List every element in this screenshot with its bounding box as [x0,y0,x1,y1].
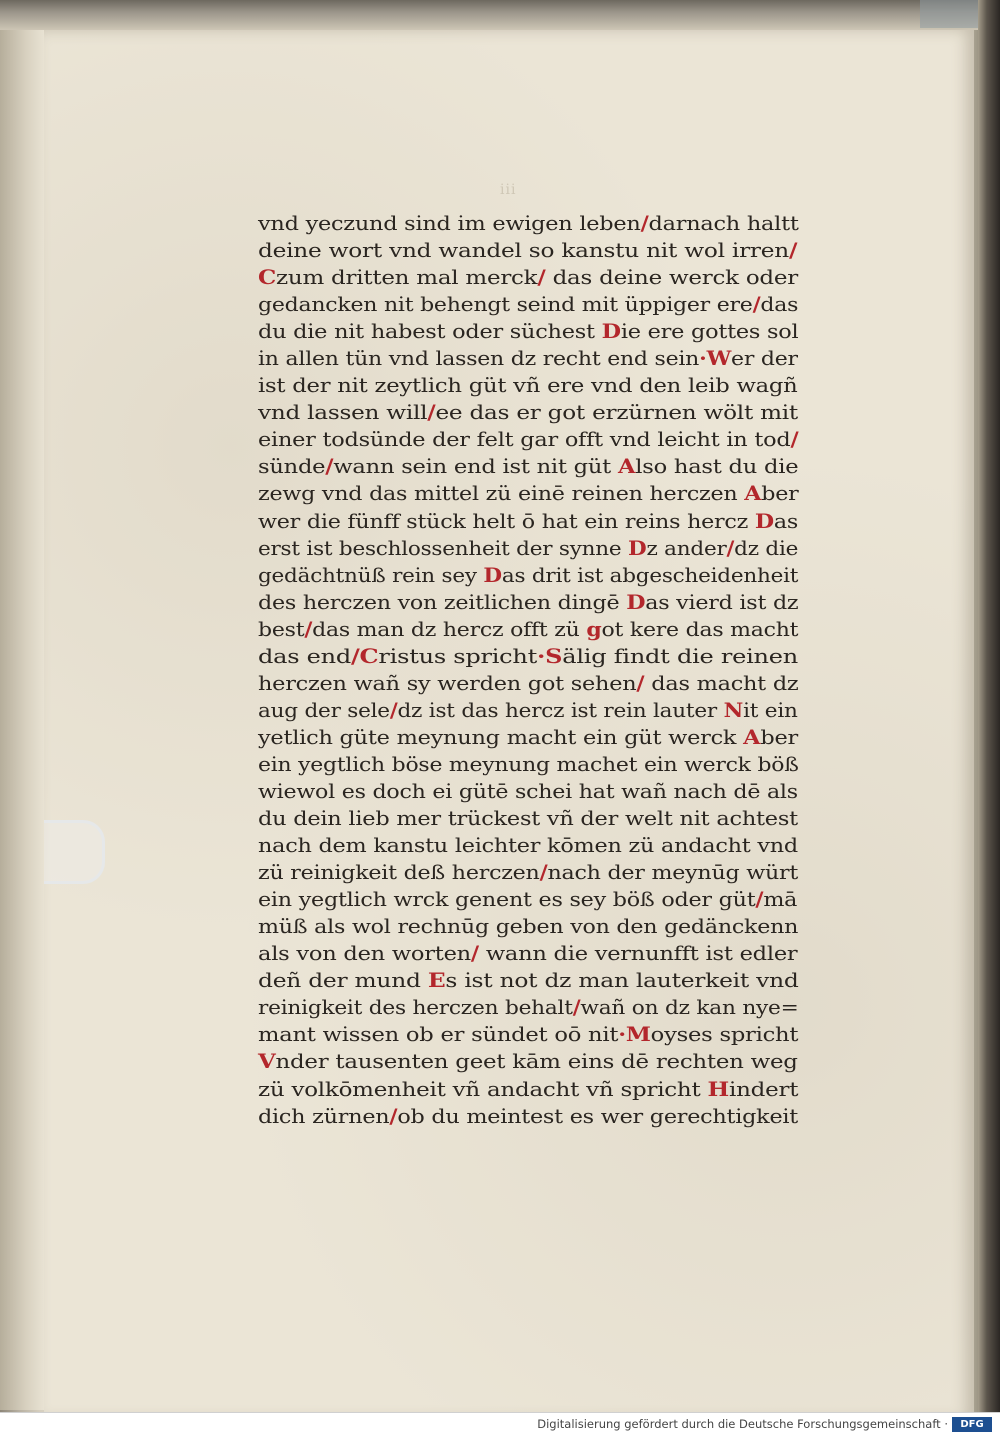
rubric-mark: N [723,698,744,722]
text-line [258,399,902,426]
rubric-mark: D [754,509,774,533]
text-segment: das macht dz [644,671,799,695]
rubric-mark: S [545,644,563,668]
text-segment: wañ on dz kan nye= [580,996,799,1020]
text-line [258,264,897,291]
text-line [258,967,908,994]
text-segment: s ist not dz man lauterkeit vnd [445,969,799,993]
rubric-mark: C [258,266,277,290]
rubric-mark: / [351,644,360,668]
text-line [258,562,857,589]
rubric-mark: A [744,482,762,506]
text-segment: z ander [646,536,727,560]
text-segment: as [773,509,799,533]
text-segment: erst ist beschlossenheit der synne [258,536,629,560]
text-line [258,372,889,399]
rubric-mark: V [258,1050,276,1074]
text-line [258,940,885,967]
footer-bar [0,1412,1000,1436]
text-segment: deñ der mund [258,969,428,993]
rubric-mark: M [625,1023,651,1047]
text-segment: ein yegtlich wrck genent es sey böß oder güt [258,888,756,912]
text-segment: ie ere gottes sol [620,320,799,344]
rubric-mark: / [470,942,479,966]
dfg-logo: DFG [952,1417,992,1432]
rubric-mark: H [707,1077,730,1101]
rubric-mark: A [743,725,761,749]
rubric-mark: / [790,428,799,452]
text-segment: lso hast du die [635,455,799,479]
rubric-mark: / [389,698,398,722]
text-segment: wann sein end ist nit güt [333,455,618,479]
text-line [258,318,881,345]
text-segment: das [760,293,799,317]
text-segment: deine wort vnd wandel so kanstu nit wol irren [258,239,790,263]
text-line [258,886,877,913]
text-line [258,1048,895,1075]
text-segment: du dein lieb mer trückest vñ der welt nit achtest [258,807,798,831]
text-line [258,616,870,643]
text-segment: ist der nit zeytlich güt vñ ere vnd den leib wagñ [258,374,798,398]
text-segment: mant wissen ob er sündet oō nit [258,1023,619,1047]
rubric-mark: / [389,1104,398,1128]
text-segment: yetlich güte meynung macht ein güt werck [258,725,744,749]
rubric-mark: / [539,861,548,885]
text-segment: vnd lassen will [258,401,428,425]
text-line [258,210,881,237]
text-line [258,805,882,832]
text-segment: dich zürnen [258,1104,390,1128]
text-segment: du die nit habest oder süchest [258,320,602,344]
rubric-mark: / [640,212,649,235]
text-segment: ein yegtlich böse meynung machet ein werck böß [258,752,799,776]
text-segment: it ein [743,698,798,722]
rubric-mark: / [325,455,334,479]
rubric-mark: W [706,347,732,371]
text-line [258,453,887,480]
text-segment: ristus spricht [378,644,538,668]
text-segment: zü reinigkeit deß herczen [258,861,540,885]
text-line [258,1076,897,1103]
rubric-mark: / [636,671,645,695]
text-segment: ber [760,725,798,749]
rubric-mark: / [752,293,761,317]
rubric-mark: / [572,996,581,1020]
text-line [258,643,927,670]
text-segment: als von den worten [258,942,471,966]
text-line [258,589,876,616]
text-segment: ob du meintest es wer gerechtigkeit [397,1104,799,1128]
text-segment: aug der sele [258,698,390,722]
rubric-mark: / [726,536,735,560]
text-line [258,670,881,697]
text-line [258,237,904,264]
rubric-mark: E [427,969,446,993]
text-segment: herczen wañ sy werden got sehen [258,671,637,695]
text-segment: ee das er got erzürnen wölt mit [435,401,798,425]
folio-mark: iii [500,182,517,198]
text-segment: wiewol es doch ei gütē schei hat wañ nach dē als [258,779,798,803]
text-segment: gedächtnüß rein sey [258,563,484,587]
text-line [258,535,857,562]
text-line [258,1103,878,1130]
text-segment: wann die vernunfft ist edler [478,942,798,966]
text-segment: mā [763,888,798,912]
text-line [258,724,882,751]
rubric-mark: D [601,320,621,344]
text-segment: best [258,617,305,641]
funding-credit: Digitalisierung gefördert durch die Deutsche Forschungsgemeinschaft · [537,1417,948,1431]
text-segment: gedancken nit behengt seind mit üppiger ere [258,293,753,317]
text-segment: das man dz hercz offt zü [312,617,587,641]
page-left-edge [0,30,45,1410]
text-segment: nach dem kanstu leichter kōmen zü andacht vnd [258,834,798,858]
text-block [258,210,798,1130]
text-line [258,480,876,507]
text-line [258,291,870,318]
rubric-mark: C [359,644,379,668]
rubric-mark: / [755,888,764,912]
text-segment: wer die fünff stück helt ō hat ein reins hercz [258,509,755,533]
page-clip [44,820,105,884]
text-line [258,832,880,859]
text-line [258,426,881,453]
text-segment: zum dritten mal merck [276,266,538,290]
text-segment: oyses spricht [650,1023,799,1047]
text-segment: das deine werck oder [545,266,798,290]
text-segment: in allen tün vnd lassen dz recht end sein [258,347,700,371]
rubric-mark: · [699,347,707,371]
text-line [258,697,858,724]
text-line [258,1021,888,1048]
text-segment: vnd yeczund sind im ewigen leben [258,212,641,235]
rubric-mark: / [427,401,436,425]
rubric-mark: / [537,266,546,290]
text-segment: dz ist das hercz ist rein lauter [397,698,724,722]
text-segment: indert [729,1077,799,1101]
text-segment: des herczen von zeitlichen dingē [258,590,627,614]
text-segment: dz die [734,536,799,560]
text-segment: sünde [258,455,326,479]
text-segment: nach der meynūg würt [547,861,799,885]
text-segment: nder tausenten geet kām eins dē rechten weg [275,1050,798,1074]
text-segment: ot kere das macht [601,617,799,641]
text-segment: einer todsünde der felt gar offt vnd leicht in tod [258,428,791,452]
text-line [258,751,868,778]
text-line [258,345,870,372]
rubric-mark: D [483,563,502,587]
rubric-mark: · [537,644,546,668]
text-line [258,994,861,1021]
text-segment: zewg vnd das mittel zü einē reinen herczen [258,482,745,506]
text-segment: reinigkeit des herczen behalt [258,996,573,1020]
text-segment: zü volkōmenheit vñ andacht vñ spricht [258,1077,708,1101]
text-segment: älig findt die reinen [562,644,798,668]
text-segment: müß als wol rechnūg geben von den gedänckenn [258,915,799,939]
text-segment: das end [258,644,352,668]
rubric-mark: g [586,617,602,641]
text-line [258,913,875,940]
rubric-mark: · [618,1023,626,1047]
text-segment: as vierd ist dz [645,590,799,614]
book-spine [978,0,1000,1436]
text-segment: as drit ist abgescheidenheit [501,563,799,587]
text-line [258,778,873,805]
text-line [258,508,876,535]
rubric-mark: / [789,239,798,263]
text-line [258,859,875,886]
rubric-mark: A [617,455,636,479]
rubric-mark: / [304,617,313,641]
text-segment: er der [731,347,798,371]
rubric-mark: D [628,536,647,560]
text-segment: darnach haltt [648,212,799,235]
book-cover-top [0,0,1000,30]
text-segment: ber [761,482,799,506]
rubric-mark: D [626,590,646,614]
